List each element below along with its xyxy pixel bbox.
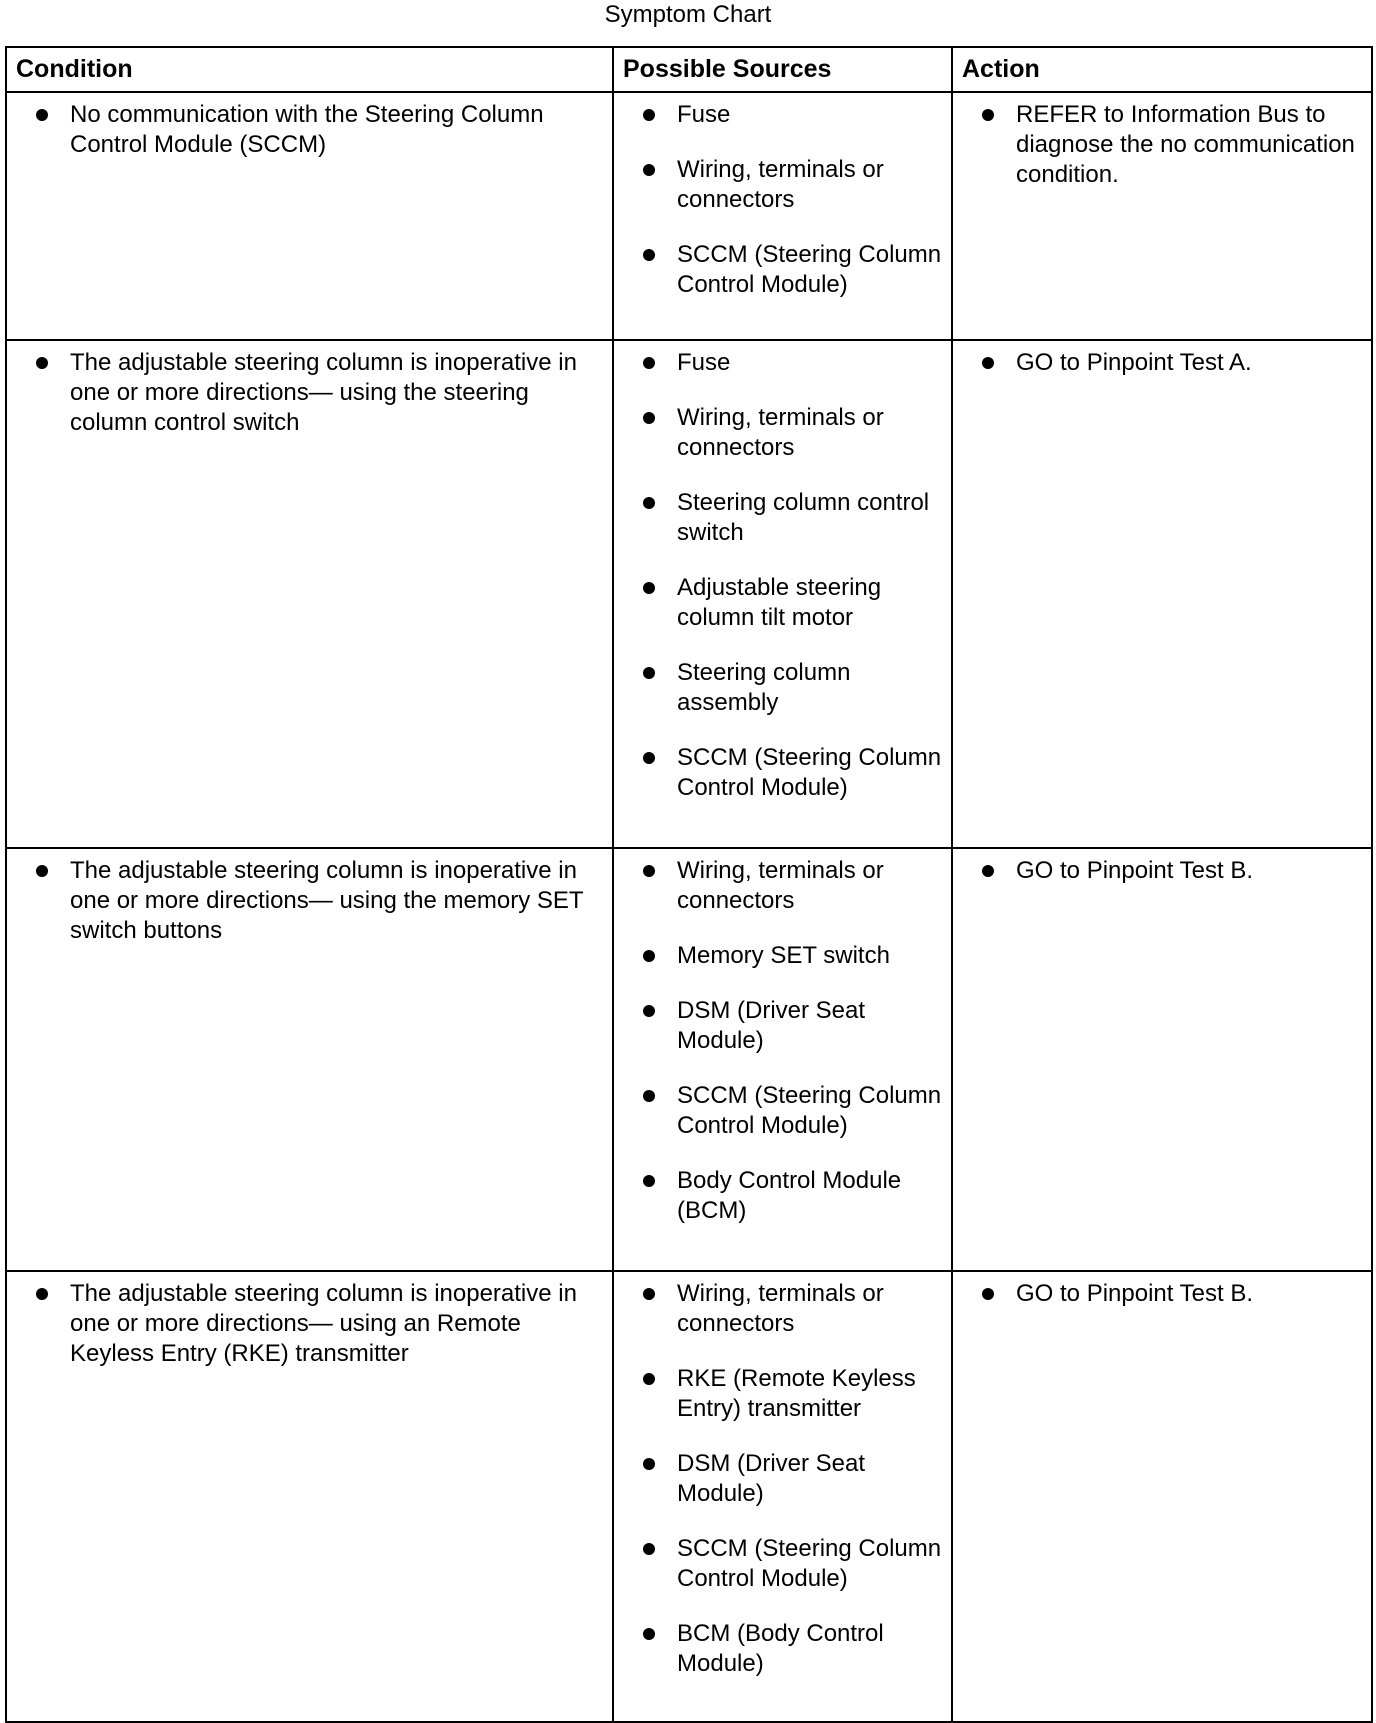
- sources-cell: [613, 340, 952, 848]
- action-text: GO to Pinpoint Test B.: [962, 1279, 1363, 1309]
- source-item: Wiring, terminals or connectors: [623, 1279, 943, 1339]
- condition-cell: [6, 92, 613, 340]
- sources-cell: [613, 92, 952, 340]
- action-text: GO to Pinpoint Test A.: [962, 348, 1363, 378]
- source-item: Wiring, terminals or connectors: [623, 403, 943, 463]
- condition-cell: [6, 340, 613, 848]
- condition-cell: [6, 848, 613, 1271]
- source-item: Steering column assembly: [623, 658, 943, 718]
- sources-cell: [613, 848, 952, 1271]
- table-row: [6, 1271, 1372, 1722]
- action-text: GO to Pinpoint Test B.: [962, 856, 1363, 886]
- header-condition: Condition: [6, 47, 613, 92]
- source-item: SCCM (Steering Column Control Module): [623, 240, 943, 300]
- table-row: [6, 848, 1372, 1271]
- source-item: Memory SET switch: [623, 941, 943, 971]
- source-item: DSM (Driver Seat Module): [623, 1449, 943, 1509]
- source-item: BCM (Body Control Module): [623, 1619, 943, 1679]
- table-row: [6, 340, 1372, 848]
- action-cell: [952, 92, 1372, 340]
- action-cell: [952, 848, 1372, 1271]
- sources-cell: [613, 1271, 952, 1722]
- header-row: [6, 47, 1372, 92]
- header-action: Action: [952, 47, 1372, 92]
- condition-text: The adjustable steering column is inoperative in one or more directions— using the memory SET switch buttons: [16, 856, 604, 946]
- action-cell: [952, 1271, 1372, 1722]
- symptom-table: [5, 46, 1373, 1723]
- source-item: SCCM (Steering Column Control Module): [623, 1081, 943, 1141]
- condition-cell: [6, 1271, 613, 1722]
- table-row: [6, 92, 1372, 340]
- source-item: Fuse: [623, 100, 943, 130]
- source-item: Steering column control switch: [623, 488, 943, 548]
- source-item: SCCM (Steering Column Control Module): [623, 1534, 943, 1594]
- chart-title: Symptom Chart: [604, 1, 772, 28]
- action-cell: [952, 340, 1372, 848]
- condition-text: The adjustable steering column is inoperative in one or more directions— using the steering column control switch: [16, 348, 604, 438]
- source-item: SCCM (Steering Column Control Module): [623, 743, 943, 803]
- source-item: DSM (Driver Seat Module): [623, 996, 943, 1056]
- condition-text: The adjustable steering column is inoperative in one or more directions— using an Remote Keyless Entry (RKE) transmitter: [16, 1279, 604, 1369]
- header-possible-sources: Possible Sources: [613, 47, 952, 92]
- source-item: Wiring, terminals or connectors: [623, 856, 943, 916]
- source-item: Wiring, terminals or connectors: [623, 155, 943, 215]
- source-item: Body Control Module (BCM): [623, 1166, 943, 1226]
- source-item: Fuse: [623, 348, 943, 378]
- source-item: RKE (Remote Keyless Entry) transmitter: [623, 1364, 943, 1424]
- source-item: Adjustable steering column tilt motor: [623, 573, 943, 633]
- condition-text: No communication with the Steering Column Control Module (SCCM): [16, 100, 604, 160]
- action-text: REFER to Information Bus to diagnose the no communication condition.: [962, 100, 1363, 190]
